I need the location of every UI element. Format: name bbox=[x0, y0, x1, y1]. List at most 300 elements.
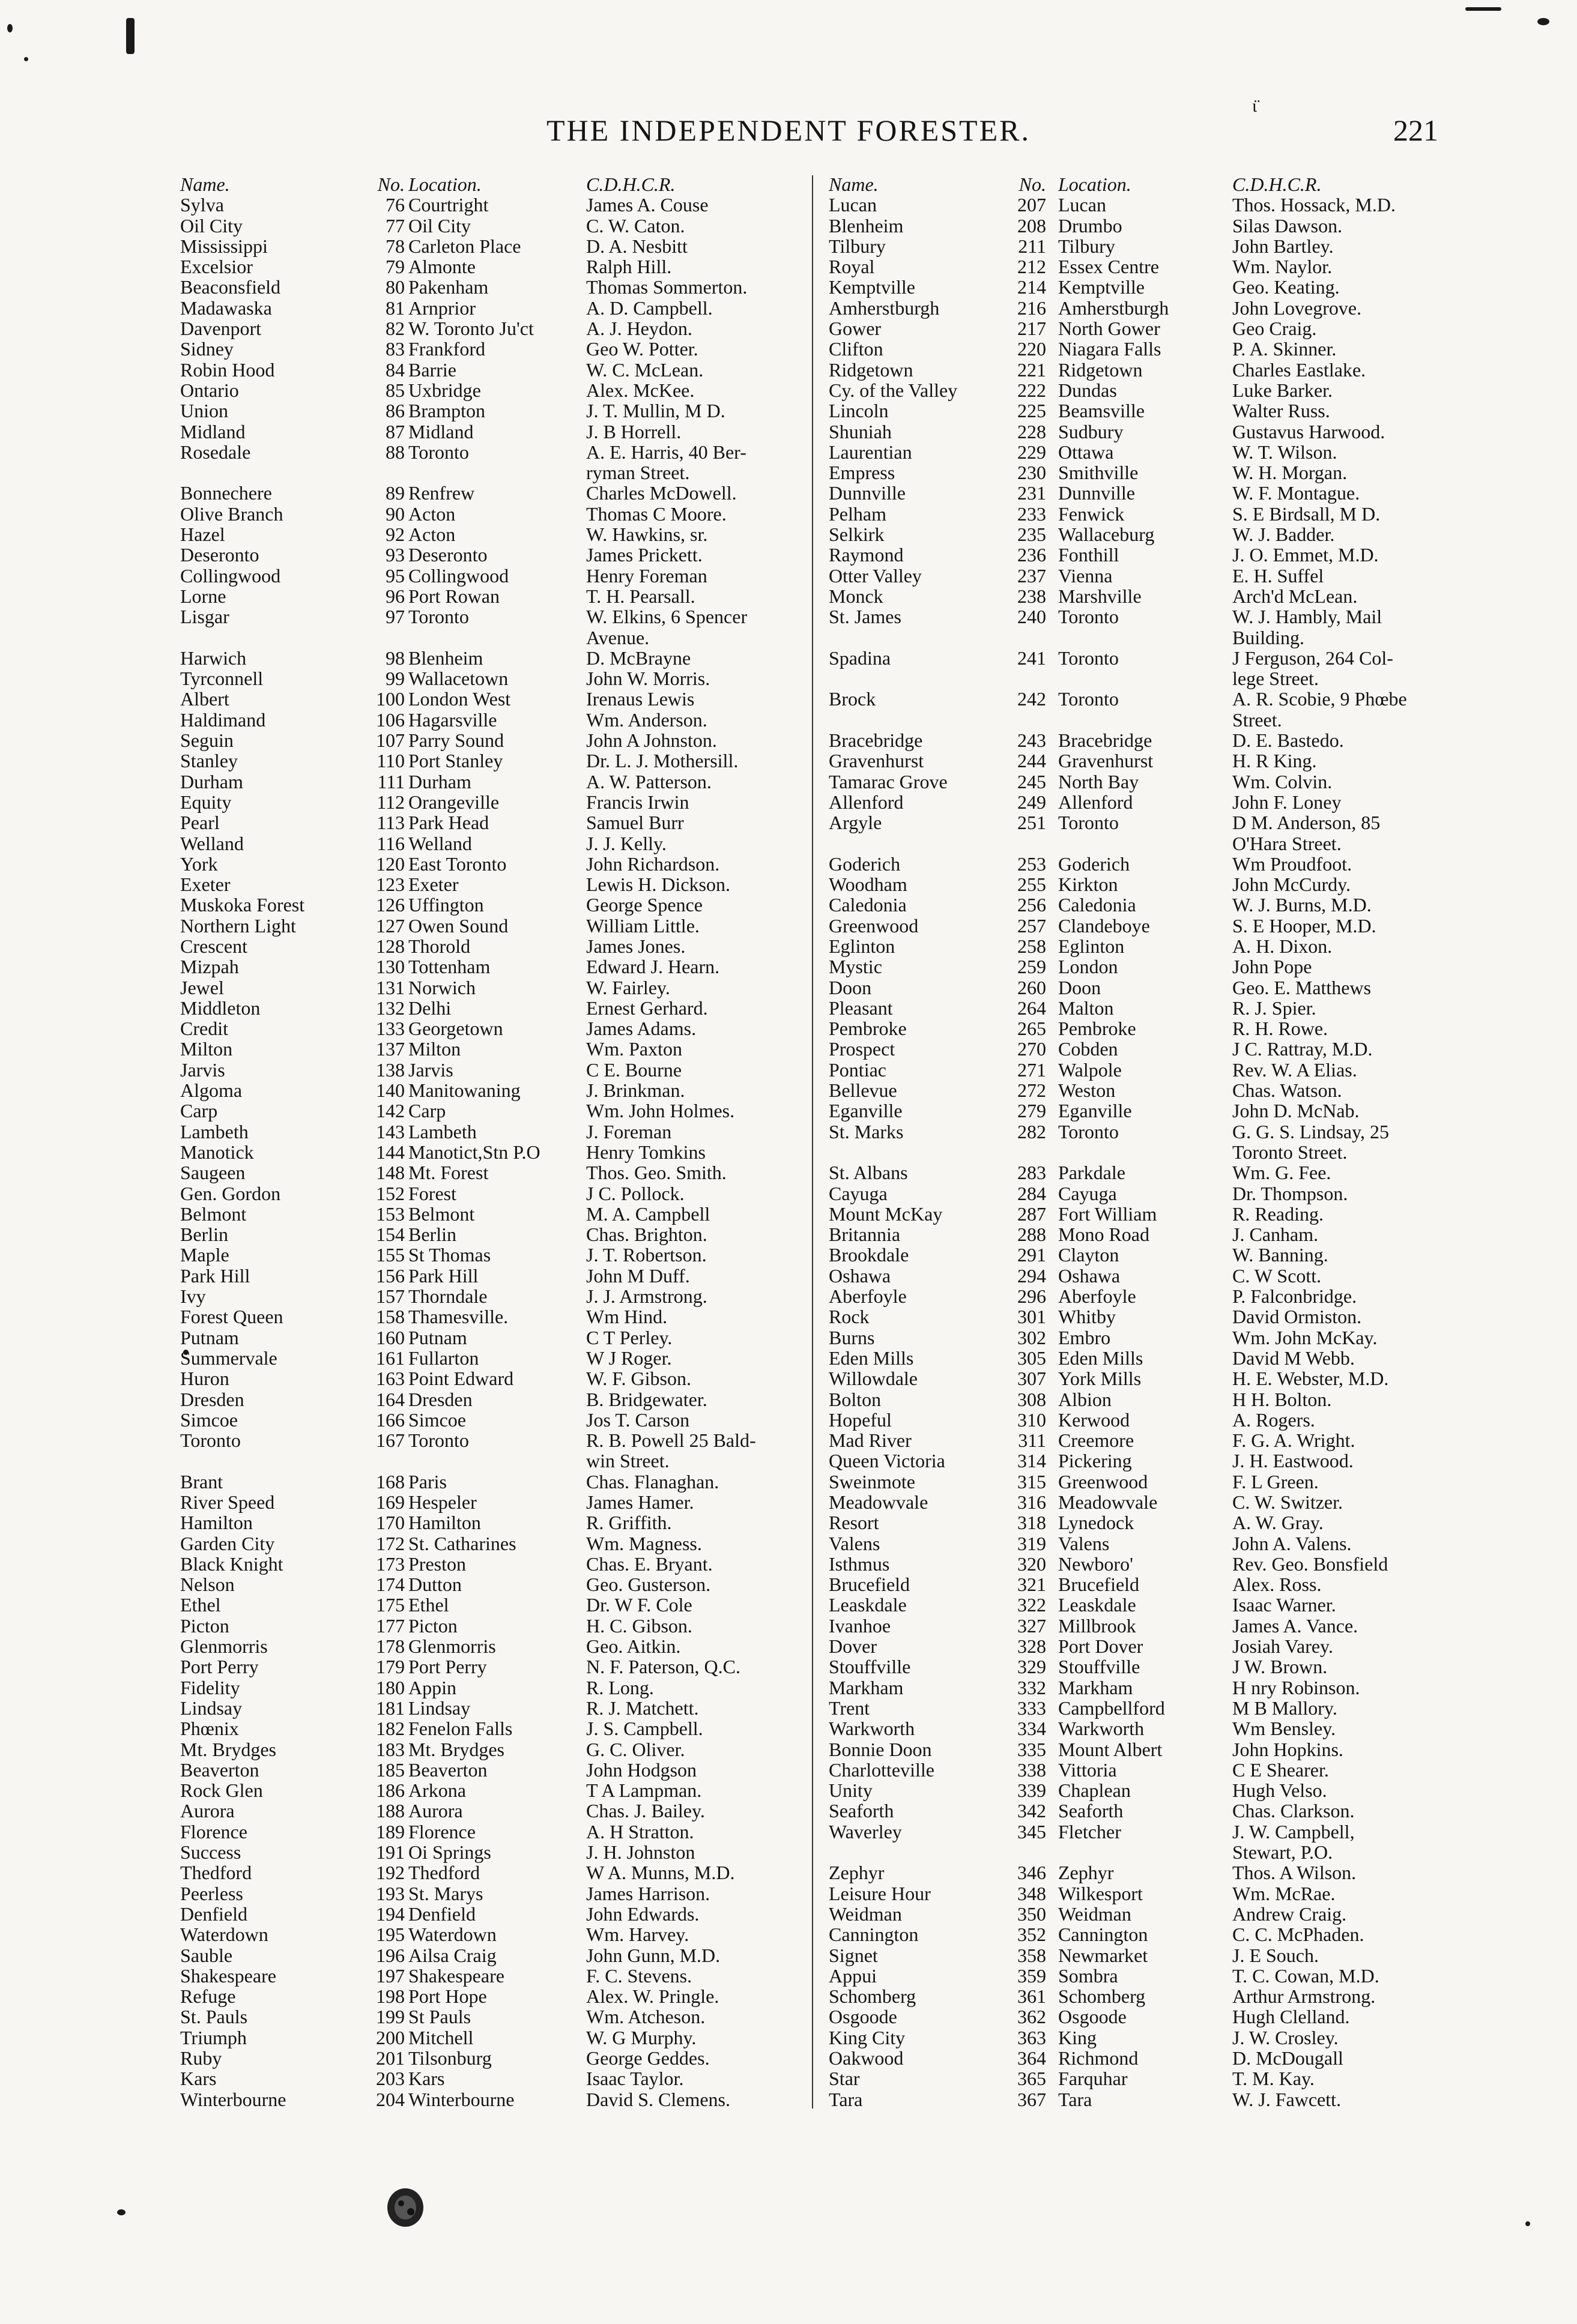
lodge-name: Brookdale bbox=[829, 1244, 909, 1266]
table-row bbox=[180, 668, 769, 689]
lodge-number: 270 bbox=[1017, 1038, 1046, 1060]
lodge-name: Florence bbox=[180, 1820, 247, 1843]
lodge-officer: W. F. Montague. bbox=[1232, 482, 1360, 504]
lodge-location: Pakenham bbox=[408, 276, 489, 298]
table-row bbox=[180, 1574, 769, 1595]
lodge-officer: J C. Rattray, M.D. bbox=[1232, 1038, 1373, 1060]
lodge-name: Putnam bbox=[180, 1326, 239, 1348]
table-row bbox=[180, 2089, 769, 2110]
lodge-number: 177 bbox=[376, 1614, 405, 1637]
lodge-location: Dutton bbox=[408, 1574, 462, 1596]
scan-speck bbox=[126, 18, 135, 54]
lodge-officer: Andrew Craig. bbox=[1232, 1903, 1347, 1925]
lodge-location: Schomberg bbox=[1058, 1985, 1146, 2008]
table-row bbox=[829, 1904, 1459, 1924]
lodge-number: 228 bbox=[1017, 420, 1046, 442]
table-row bbox=[829, 1636, 1459, 1656]
lodge-officer: John F. Loney bbox=[1232, 791, 1342, 813]
lodge-name: Fidelity bbox=[180, 1676, 240, 1698]
header-location: Location. bbox=[408, 174, 482, 195]
lodge-name: Belmont bbox=[180, 1203, 247, 1225]
lodge-number: 198 bbox=[376, 1985, 405, 2008]
lodge-name: Schomberg bbox=[829, 1985, 916, 2008]
lodge-number: 86 bbox=[386, 400, 405, 422]
lodge-location: Acton bbox=[408, 503, 456, 525]
lodge-location: Gravenhurst bbox=[1058, 750, 1154, 772]
lodge-officer: Ernest Gerhard. bbox=[586, 997, 708, 1019]
lodge-location: Sombra bbox=[1058, 1964, 1118, 1987]
lodge-name: Appui bbox=[829, 1964, 877, 1987]
lodge-number: 193 bbox=[376, 1882, 405, 1904]
lodge-location: Oi Springs bbox=[408, 1841, 491, 1864]
lodge-officer: F. L Green. bbox=[1232, 1470, 1319, 1492]
lodge-number: 244 bbox=[1017, 750, 1046, 772]
lodge-officer: J C. Pollock. bbox=[586, 1182, 685, 1204]
table-row bbox=[180, 298, 769, 318]
table-row-continuation bbox=[829, 1842, 1459, 1862]
lodge-name: Pleasant bbox=[829, 997, 893, 1019]
table-row bbox=[829, 2048, 1459, 2068]
lodge-name: Simcoe bbox=[180, 1408, 238, 1431]
lodge-location: Carp bbox=[408, 1100, 446, 1122]
lodge-number: 199 bbox=[376, 2006, 405, 2028]
lodge-location: Vienna bbox=[1058, 564, 1113, 587]
lodge-officer: Dr. W F. Cole bbox=[586, 1594, 692, 1616]
lodge-number: 196 bbox=[376, 1944, 405, 1966]
lodge-number: 363 bbox=[1017, 2026, 1046, 2048]
table-row bbox=[180, 812, 769, 833]
lodge-location: Point Edward bbox=[408, 1368, 514, 1390]
lodge-name: Willowdale bbox=[829, 1368, 918, 1390]
lodge-location: Osgoode bbox=[1058, 2006, 1127, 2028]
lodge-number: 212 bbox=[1017, 256, 1046, 278]
lodge-name: St. James bbox=[829, 606, 901, 628]
lodge-name: Triumph bbox=[180, 2026, 247, 2048]
table-row bbox=[829, 2027, 1459, 2048]
lodge-location: Brampton bbox=[408, 400, 485, 422]
lodge-officer: lege Street. bbox=[1232, 668, 1319, 690]
lodge-officer: Walter Russ. bbox=[1232, 400, 1330, 422]
lodge-location: Parkdale bbox=[1058, 1162, 1125, 1184]
lodge-name: Woodham bbox=[829, 874, 907, 896]
lodge-officer: J Ferguson, 264 Col- bbox=[1232, 647, 1393, 669]
lodge-officer: P. A. Skinner. bbox=[1232, 338, 1337, 360]
table-row bbox=[180, 1986, 769, 2006]
lodge-location: Lindsay bbox=[408, 1697, 471, 1719]
lodge-location: Cobden bbox=[1058, 1038, 1118, 1060]
lodge-location: Acton bbox=[408, 524, 456, 546]
lodge-number: 220 bbox=[1017, 338, 1046, 360]
lodge-officer: G. G. S. Lindsay, 25 bbox=[1232, 1120, 1390, 1142]
table-row bbox=[829, 1616, 1459, 1636]
lodge-location: Farquhar bbox=[1058, 2068, 1128, 2090]
lodge-officer: J. W. Crosley. bbox=[1232, 2026, 1339, 2048]
lodge-name: Trent bbox=[829, 1697, 870, 1719]
table-row bbox=[180, 936, 769, 956]
table-row bbox=[180, 916, 769, 936]
table-row-continuation bbox=[180, 462, 769, 483]
table-row bbox=[829, 1368, 1459, 1389]
lodge-location: Thamesville. bbox=[408, 1306, 509, 1328]
lodge-number: 95 bbox=[386, 564, 405, 587]
lodge-number: 321 bbox=[1017, 1574, 1046, 1596]
table-row bbox=[829, 1883, 1459, 1904]
table-row bbox=[180, 1080, 769, 1100]
lodge-name: Ridgetown bbox=[829, 358, 913, 381]
lodge-officer: Wm Hind. bbox=[586, 1306, 668, 1328]
lodge-location: Oil City bbox=[408, 214, 471, 237]
lodge-location: Smithville bbox=[1058, 462, 1139, 484]
lodge-officer: Geo. E. Matthews bbox=[1232, 976, 1372, 998]
lodge-number: 315 bbox=[1017, 1470, 1046, 1492]
table-row bbox=[829, 1554, 1459, 1574]
lodge-location: Clandeboye bbox=[1058, 914, 1150, 937]
lodge-number: 207 bbox=[1017, 194, 1046, 216]
lodge-officer: David M Webb. bbox=[1232, 1347, 1355, 1369]
lodge-location: Toronto bbox=[1058, 647, 1119, 669]
lodge-officer: Toronto Street. bbox=[1232, 1141, 1348, 1163]
lodge-location: Parry Sound bbox=[408, 729, 504, 752]
lodge-number: 163 bbox=[376, 1368, 405, 1390]
lodge-location: Newmarket bbox=[1058, 1944, 1148, 1966]
lodge-number: 132 bbox=[376, 997, 405, 1019]
lodge-officer: John Gunn, M.D. bbox=[586, 1944, 721, 1966]
lodge-number: 181 bbox=[376, 1697, 405, 1719]
lodge-name: Resort bbox=[829, 1512, 879, 1534]
lodge-location: Tilsonburg bbox=[408, 2047, 492, 2069]
lodge-name: Lindsay bbox=[180, 1697, 243, 1719]
lodge-number: 155 bbox=[376, 1244, 405, 1266]
lodge-location: Valens bbox=[1058, 1532, 1110, 1554]
header-number: No. bbox=[1019, 174, 1046, 195]
lodge-officer: Gustavus Harwood. bbox=[1232, 420, 1385, 442]
lodge-number: 264 bbox=[1017, 997, 1046, 1019]
table-row bbox=[180, 956, 769, 977]
lodge-officer: A. E. Harris, 40 Ber- bbox=[586, 441, 746, 463]
lodge-location: Hespeler bbox=[408, 1491, 477, 1513]
table-row bbox=[829, 1018, 1459, 1039]
lodge-number: 230 bbox=[1017, 462, 1046, 484]
lodge-number: 359 bbox=[1017, 1964, 1046, 1987]
lodge-name: Goderich bbox=[829, 853, 901, 875]
table-row-continuation bbox=[829, 710, 1459, 730]
lodge-location: Mitchell bbox=[408, 2026, 474, 2048]
table-row bbox=[829, 298, 1459, 318]
table-row bbox=[180, 1554, 769, 1574]
table-row bbox=[829, 1698, 1459, 1718]
table-row bbox=[829, 1574, 1459, 1595]
lodge-officer: John Hodgson bbox=[586, 1758, 697, 1781]
scan-speck bbox=[7, 24, 13, 32]
lodge-location: Albion bbox=[1058, 1388, 1112, 1410]
table-row bbox=[180, 710, 769, 730]
table-header-row bbox=[829, 174, 1459, 195]
lodge-officer: S. E Hooper, M.D. bbox=[1232, 914, 1376, 937]
lodge-number: 137 bbox=[376, 1038, 405, 1060]
lodge-number: 288 bbox=[1017, 1224, 1046, 1246]
table-row bbox=[180, 1842, 769, 1862]
lodge-number: 211 bbox=[1018, 235, 1046, 257]
lodge-location: Uffington bbox=[408, 894, 484, 916]
lodge-number: 217 bbox=[1017, 318, 1046, 340]
lodge-name: Tara bbox=[829, 2088, 863, 2110]
lodge-officer: R. J. Matchett. bbox=[586, 1697, 699, 1719]
lodge-name: Middleton bbox=[180, 997, 261, 1019]
lodge-name: Beaconsfield bbox=[180, 276, 281, 298]
lodge-officer: J. B Horrell. bbox=[586, 420, 682, 442]
lodge-name: Zephyr bbox=[829, 1862, 885, 1884]
lodge-location: Toronto bbox=[408, 441, 469, 463]
lodge-name: Peerless bbox=[180, 1882, 243, 1904]
lodge-number: 255 bbox=[1017, 874, 1046, 896]
lodge-officer: John A. Valens. bbox=[1232, 1532, 1352, 1554]
table-row bbox=[180, 1883, 769, 1904]
table-row bbox=[829, 462, 1459, 483]
table-row bbox=[829, 1245, 1459, 1265]
lodge-officer: Dr. L. J. Mothersill. bbox=[586, 750, 739, 772]
table-row bbox=[829, 1800, 1459, 1821]
lodge-officer: Silas Dawson. bbox=[1232, 214, 1343, 237]
lodge-number: 214 bbox=[1017, 276, 1046, 298]
lodge-number: 90 bbox=[386, 503, 405, 525]
lodge-officer: S. E Birdsall, M D. bbox=[1232, 503, 1381, 525]
lodge-name: Tamarac Grove bbox=[829, 770, 948, 792]
lodge-number: 89 bbox=[386, 482, 405, 504]
lodge-number: 83 bbox=[386, 338, 405, 360]
table-row bbox=[180, 977, 769, 998]
lodge-location: Florence bbox=[408, 1820, 476, 1843]
lodge-officer: Street. bbox=[1232, 708, 1282, 731]
lodge-officer: W. J. Badder. bbox=[1232, 524, 1335, 546]
right-lodge-table bbox=[829, 174, 1459, 2110]
table-row bbox=[829, 1183, 1459, 1204]
lodge-number: 259 bbox=[1017, 956, 1046, 978]
lodge-name: Gen. Gordon bbox=[180, 1182, 281, 1204]
lodge-location: Belmont bbox=[408, 1203, 475, 1225]
lodge-number: 294 bbox=[1017, 1264, 1046, 1287]
lodge-name: St. Albans bbox=[829, 1162, 908, 1184]
lodge-officer: W. C. McLean. bbox=[586, 358, 704, 381]
table-row-continuation bbox=[829, 1142, 1459, 1162]
lodge-name: Mizpah bbox=[180, 956, 239, 978]
lodge-location: Appin bbox=[408, 1676, 456, 1698]
table-row bbox=[829, 1266, 1459, 1286]
table-row bbox=[829, 1430, 1459, 1450]
table-row bbox=[829, 750, 1459, 771]
lodge-officer: Chas. Clarkson. bbox=[1232, 1800, 1355, 1822]
lodge-officer: Thomas C Moore. bbox=[586, 503, 727, 525]
lodge-officer: Geo. Gusterson. bbox=[586, 1574, 711, 1596]
lodge-location: Mt. Forest bbox=[408, 1162, 489, 1184]
lodge-number: 152 bbox=[376, 1182, 405, 1204]
table-row bbox=[829, 566, 1459, 586]
lodge-number: 271 bbox=[1017, 1058, 1046, 1081]
lodge-name: Osgoode bbox=[829, 2006, 897, 2028]
table-row bbox=[829, 504, 1459, 524]
lodge-officer: Luke Barker. bbox=[1232, 379, 1333, 401]
lodge-name: Aberfoyle bbox=[829, 1285, 907, 1308]
lodge-location: Kars bbox=[408, 2068, 445, 2090]
lodge-number: 279 bbox=[1017, 1100, 1046, 1122]
table-row bbox=[180, 1512, 769, 1533]
lodge-officer: Thos. A Wilson. bbox=[1232, 1862, 1357, 1884]
lodge-name: Pembroke bbox=[829, 1018, 907, 1040]
lodge-number: 272 bbox=[1017, 1079, 1046, 1102]
lodge-name: Valens bbox=[829, 1532, 880, 1554]
lodge-number: 178 bbox=[376, 1635, 405, 1658]
lodge-officer: James Jones. bbox=[586, 935, 686, 957]
lodge-number: 133 bbox=[376, 1018, 405, 1040]
lodge-number: 241 bbox=[1017, 647, 1046, 669]
table-row bbox=[180, 730, 769, 750]
lodge-name: Empress bbox=[829, 462, 895, 484]
lodge-number: 233 bbox=[1017, 503, 1046, 525]
table-row bbox=[829, 216, 1459, 236]
lodge-name: Britannia bbox=[829, 1224, 901, 1246]
lodge-officer: Jos T. Carson bbox=[586, 1408, 690, 1431]
lodge-name: Brucefield bbox=[829, 1574, 910, 1596]
lodge-name: Monck bbox=[829, 585, 883, 607]
lodge-number: 319 bbox=[1017, 1532, 1046, 1554]
lodge-name: King City bbox=[829, 2026, 906, 2048]
lodge-officer: W. H. Morgan. bbox=[1232, 462, 1348, 484]
lodge-number: 88 bbox=[386, 441, 405, 463]
lodge-name: Eden Mills bbox=[829, 1347, 914, 1369]
table-row bbox=[829, 689, 1459, 709]
lodge-name: Weidman bbox=[829, 1903, 902, 1925]
lodge-name: Mystic bbox=[829, 956, 882, 978]
lodge-officer: C E. Bourne bbox=[586, 1058, 682, 1081]
lodge-officer: J. J. Armstrong. bbox=[586, 1285, 707, 1308]
lodge-number: 231 bbox=[1017, 482, 1046, 504]
lodge-location: Allenford bbox=[1058, 791, 1133, 813]
table-header-row bbox=[180, 174, 769, 195]
lodge-officer: John Lovegrove. bbox=[1232, 297, 1362, 319]
lodge-number: 316 bbox=[1017, 1491, 1046, 1513]
lodge-name: Otter Valley bbox=[829, 564, 922, 587]
lodge-name: Burns bbox=[829, 1326, 875, 1348]
table-row bbox=[829, 1760, 1459, 1780]
lodge-location: Toronto bbox=[1058, 1120, 1119, 1142]
lodge-officer: Wm. John Holmes. bbox=[586, 1100, 735, 1122]
table-row bbox=[180, 2006, 769, 2027]
lodge-officer: Geo W. Potter. bbox=[586, 338, 698, 360]
lodge-location: Mt. Brydges bbox=[408, 1738, 504, 1760]
header-cdhcr: C.D.H.C.R. bbox=[586, 174, 676, 195]
lodge-name: Rock Glen bbox=[180, 1779, 263, 1802]
lodge-location: Owen Sound bbox=[408, 914, 509, 937]
lodge-number: 329 bbox=[1017, 1656, 1046, 1678]
lodge-name: Garden City bbox=[180, 1532, 275, 1554]
lodge-name: Queen Victoria bbox=[829, 1450, 945, 1472]
lodge-officer: Edward J. Hearn. bbox=[586, 956, 720, 978]
table-row bbox=[829, 1718, 1459, 1739]
table-row bbox=[829, 1306, 1459, 1327]
lodge-name: Park Hill bbox=[180, 1264, 250, 1287]
lodge-number: 144 bbox=[376, 1141, 405, 1163]
table-row bbox=[829, 792, 1459, 812]
lodge-officer: R. B. Powell 25 Bald- bbox=[586, 1429, 756, 1452]
table-row bbox=[829, 380, 1459, 400]
lodge-location: Delhi bbox=[408, 997, 452, 1019]
lodge-name: Collingwood bbox=[180, 564, 281, 587]
lodge-location: Welland bbox=[408, 832, 472, 854]
lodge-officer: W. J. Hambly, Mail bbox=[1232, 606, 1382, 628]
lodge-location: York Mills bbox=[1058, 1368, 1142, 1390]
lodge-location: Manotict,Stn P.O bbox=[408, 1141, 540, 1163]
lodge-number: 333 bbox=[1017, 1697, 1046, 1719]
lodge-location: Niagara Falls bbox=[1058, 338, 1161, 360]
lodge-officer: John A Johnston. bbox=[586, 729, 717, 752]
lodge-officer: J. W. Campbell, bbox=[1232, 1820, 1355, 1843]
lodge-officer: Hugh Clelland. bbox=[1232, 2006, 1350, 2028]
lodge-name: Warkworth bbox=[829, 1718, 915, 1740]
lodge-officer: Wm. Paxton bbox=[586, 1038, 682, 1060]
lodge-name: Tyrconnell bbox=[180, 668, 264, 690]
lodge-number: 127 bbox=[376, 914, 405, 937]
lodge-name: Robin Hood bbox=[180, 358, 275, 381]
lodge-officer: Samuel Burr bbox=[586, 812, 684, 834]
table-row bbox=[829, 1286, 1459, 1306]
lodge-officer: W. J. Burns, M.D. bbox=[1232, 894, 1372, 916]
table-row bbox=[180, 895, 769, 915]
lodge-location: Wallaceburg bbox=[1058, 524, 1155, 546]
lodge-name: Berlin bbox=[180, 1224, 228, 1246]
lodge-name: Glenmorris bbox=[180, 1635, 268, 1658]
lodge-officer: James A. Vance. bbox=[1232, 1614, 1358, 1637]
lodge-name: Cannington bbox=[829, 1924, 919, 1946]
table-row bbox=[829, 195, 1459, 215]
table-row bbox=[829, 998, 1459, 1018]
lodge-officer: J. H. Johnston bbox=[586, 1841, 695, 1864]
table-row bbox=[829, 1677, 1459, 1698]
lodge-number: 265 bbox=[1017, 1018, 1046, 1040]
lodge-officer: W. Hawkins, sr. bbox=[586, 524, 708, 546]
lodge-location: Fletcher bbox=[1058, 1820, 1121, 1843]
lodge-location: Georgetown bbox=[408, 1018, 503, 1040]
lodge-name: Pelham bbox=[829, 503, 886, 525]
lodge-officer: Hugh Velso. bbox=[1232, 1779, 1327, 1802]
lodge-number: 99 bbox=[386, 668, 405, 690]
lodge-location: Beaverton bbox=[408, 1758, 488, 1781]
lodge-name: Crescent bbox=[180, 935, 247, 957]
table-row bbox=[180, 1327, 769, 1348]
lodge-number: 216 bbox=[1017, 297, 1046, 319]
lodge-officer: H. E. Webster, M.D. bbox=[1232, 1368, 1389, 1390]
lodge-officer: C E Shearer. bbox=[1232, 1758, 1329, 1781]
lodge-number: 328 bbox=[1017, 1635, 1046, 1658]
lodge-officer: John Richardson. bbox=[586, 853, 720, 875]
lodge-location: Exeter bbox=[408, 874, 459, 896]
lodge-name: Royal bbox=[829, 256, 875, 278]
lodge-name: Saugeen bbox=[180, 1162, 246, 1184]
lodge-location: Campbellford bbox=[1058, 1697, 1165, 1719]
lodge-name: St. Marks bbox=[829, 1120, 904, 1142]
table-row bbox=[180, 1039, 769, 1059]
lodge-number: 182 bbox=[376, 1718, 405, 1740]
lodge-name: Summervale bbox=[180, 1347, 277, 1369]
lodge-name: Midland bbox=[180, 420, 246, 442]
lodge-number: 322 bbox=[1017, 1594, 1046, 1616]
lodge-location: Lynedock bbox=[1058, 1512, 1134, 1534]
lodge-location: Fenwick bbox=[1058, 503, 1125, 525]
lodge-name: Mt. Brydges bbox=[180, 1738, 276, 1760]
lodge-number: 346 bbox=[1017, 1862, 1046, 1884]
lodge-location: Drumbo bbox=[1058, 214, 1122, 237]
lodge-number: 257 bbox=[1017, 914, 1046, 937]
lodge-number: 208 bbox=[1017, 214, 1046, 237]
lodge-officer: C. C. McPhaden. bbox=[1232, 1924, 1364, 1946]
